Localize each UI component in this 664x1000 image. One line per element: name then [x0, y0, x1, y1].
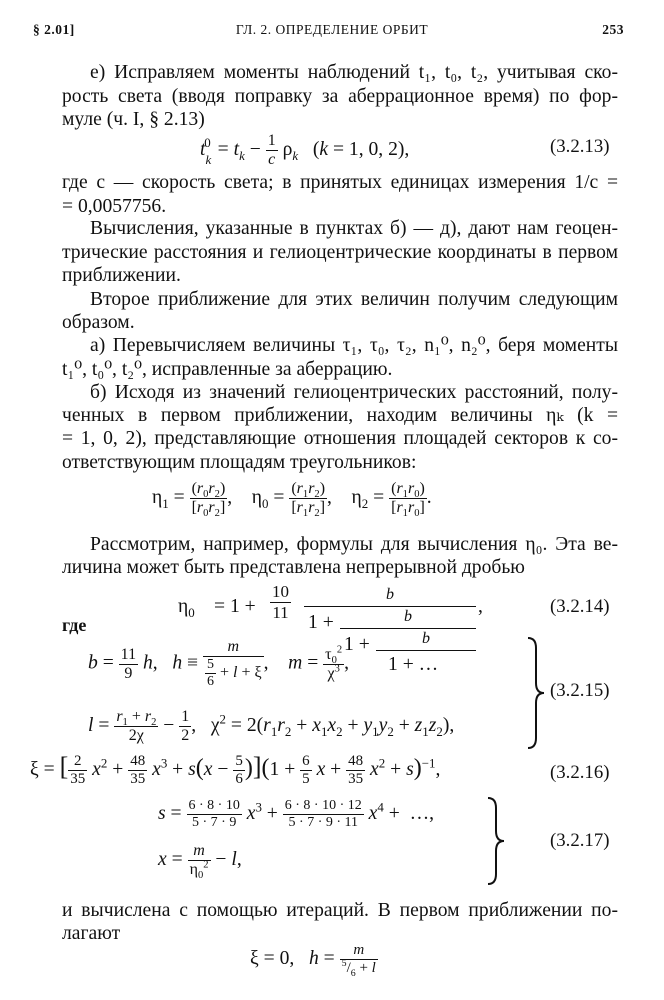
- text-line: е) Исправляем моменты наблюдений t₁, t₀, t₂, учитывая ско-: [90, 62, 618, 83]
- equation-3-2-17-line1: s = $\frac{6 \cdot 8 \cdot 10}{5 \cdot 7 \cdot 9}$ $x^3$ + $\frac{6 \cdot 8 \cdot 10 \cdot 12}{5 \cdot 7 \cdot 9 \cdot 11}$ $x^4$ + …,: [158, 798, 435, 830]
- chapter-title: ГЛ. 2. ОПРЕДЕЛЕНИЕ ОРБИТ: [235, 22, 429, 37]
- section-marker: § 2.01]: [33, 22, 75, 37]
- text-line: лагают: [62, 923, 121, 944]
- page-number: 253: [602, 22, 624, 37]
- equation-number: (3.2.17): [550, 830, 610, 851]
- right-brace: [486, 796, 506, 886]
- text-line: а) Перевычисляем величины τ₁, τ₀, τ₂, n₁⁰, n₂⁰, беря моменты: [90, 335, 618, 356]
- text-line: где c — скорость света; в принятых единицах измерения 1/c =: [62, 172, 618, 193]
- text-line: личина может быть представлена непрерывной дробью: [62, 557, 525, 578]
- text-line: приближении.: [62, 265, 181, 286]
- equation-3-2-15-line2: l = $\frac{r_1 + r_2}{2\chi}$ − $\frac{1}{2}$ , $\chi^2 = 2(r_1r_2 + x_1x_2 + y_1y_2 + z_1z_2)$,: [88, 708, 455, 744]
- text-line: Рассмотрим, например, формулы для вычисления η₀. Эта ве-: [90, 534, 618, 555]
- equation-number: (3.2.13): [550, 136, 610, 157]
- book-page: § 2.01] ГЛ. 2. ОПРЕДЕЛЕНИЕ ОРБИТ 253 е) Исправляем моменты наблюдений t₁, t₀, t₂, учитывая ско- рость света (вводя поправку за аберрационное время) по фор- муле (ч. I, § 2.13) $t_k^0 = t_k$ − $\frac{1}{c}$ $\rho_k$ (k = 1, 0, 2), (3.2.13) где c — скорость света; в принятых единицах измерения 1/c = = 0,0057756. Вычисления, указанные в пунктах б) — д), дают нам геоцен- трические расстояния и гелиоцентрические координаты в первом приближении. Второе приближение для этих величин получим следующим образом. а) Перевычисляем величины τ₁, τ₀, τ₂, n₁⁰, n₂⁰, беря моменты t₁⁰, t₀⁰, t₂⁰, исправленные за аберрацию. б) Исходя из значений гелиоцентрических расстояний, полу- ченных в первом приближении, находим величины ηₖ (k = = 1, 0, 2), представляющие отношения площадей секторов к со- ответствующим площадям треугольников: $\eta_1$ = $\frac{(r_0r_2)}{[r_0r_2]}$ , $\eta_0$ = $\frac{(r_1r_2)}{[r_1r_2]}$ , $\eta_2$ = $\frac{(r_1r_0)}{[r_1r_0]}$ . Рассмотрим, например, формулы для вычисления η₀. Эта ве- личина может быть представлена непрерывной дробью $\eta_0$ = 1 + $\frac{10}{11}$ b 1 + b 1 + b 1 + … , (3.2.14) где b = $\frac{11}{9}$ h, h ≡ m $\frac{5}{6}$ + l + ξ , m = $\frac{\tau_0^2}{\chi^3}$ , l = $\frac{r_1 + r_2}{2\chi}$ − $\frac{1}{2}$ , $\chi^2 = 2(r_1r_2 + x_1x_2 + y_1y_2 + z_1z_2)$, (3.2.15) ξ = [ $\frac{2}{35}$ $x^2$ + $\frac{48}{35}$ $x^3 + s(x$ − $\frac{5}{6}$ )](1 + $\frac{6}{5}$ x + $\frac{48}{35}$ $x^2 + s)^{-1}$, (3.2.16) s = $\frac{6 \cdot 8 \cdot 10}{5 \cdot 7 \cdot 9}$ $x^3$ + $\frac{6 \cdot 8 \cdot 10 \cdot 12}{5 \cdot 7 \cdot 9 \cdot 11}$ $x^4$ + …, x = $\frac{m}{\eta_0^2}$ − l, (3.2.17) и вычислена с помощью итераций. В первом приближении по- лагают ξ = 0, h = $\frac{m}{^5/_6 + l}$: [0, 0, 664, 1000]
- text-line: образом.: [62, 312, 135, 333]
- right-brace: [526, 636, 546, 750]
- text-line: Вычисления, указанные в пунктах б) — д), дают нам геоцен-: [90, 218, 618, 239]
- equation-3-2-17-line2: x = $\frac{m}{\eta_0^2}$ − l,: [158, 842, 242, 882]
- text-line: ченных в первом приближении, находим величины ηₖ (k =: [62, 405, 618, 426]
- text-line: трические расстояния и гелиоцентрические координаты в первом: [62, 242, 618, 263]
- equation-number: (3.2.14): [550, 596, 610, 617]
- text-line: и вычислена с помощью итераций. В первом приближении по-: [62, 900, 618, 921]
- equation-3-2-16: ξ = [ $\frac{2}{35}$ $x^2$ + $\frac{48}{35}$ $x^3 + s(x$ − $\frac{5}{6}$ )](1 + $\frac{6}{5}$ x + $\frac{48}{35}$ $x^2 + s)^{-1}$,: [30, 752, 441, 787]
- eta-ratios-equation: $\eta_1$ = $\frac{(r_0r_2)}{[r_0r_2]}$ , $\eta_0$ = $\frac{(r_1r_2)}{[r_1r_2]}$ , $\eta_2$ = $\frac{(r_1r_0)}{[r_1r_0]}$ .: [152, 480, 432, 520]
- text-line: рость света (вводя поправку за аберрационное время) по фор-: [62, 86, 618, 107]
- text-line: ответствующим площадям треугольников:: [62, 452, 417, 473]
- equation-number: (3.2.16): [550, 762, 610, 783]
- text-line: Второе приближение для этих величин получим следующим: [90, 289, 618, 310]
- text-line: = 1, 0, 2), представляющие отношения площадей секторов к со-: [62, 428, 618, 449]
- text-line: t₁⁰, t₀⁰, t₂⁰, исправленные за аберрацию.: [62, 359, 393, 380]
- equation-number: (3.2.15): [550, 680, 610, 701]
- text-line: б) Исходя из значений гелиоцентрических расстояний, полу-: [90, 382, 618, 403]
- text-line: муле (ч. I, § 2.13): [62, 109, 205, 130]
- equation-initial-approximation: ξ = 0, h = $\frac{m}{^5/_6 + l}$: [250, 942, 376, 979]
- text-line: = 0,0057756.: [62, 196, 167, 217]
- equation-3-2-13: $t_k^0 = t_k$ − $\frac{1}{c}$ $\rho_k$ (k = 1, 0, 2),: [200, 132, 410, 168]
- text-line: где: [62, 615, 87, 635]
- equation-3-2-15-line1: b = $\frac{11}{9}$ h, h ≡ m $\frac{5}{6}$ + l + ξ , m = $\frac{\tau_0^2}{\chi^3}$ ,: [88, 638, 350, 689]
